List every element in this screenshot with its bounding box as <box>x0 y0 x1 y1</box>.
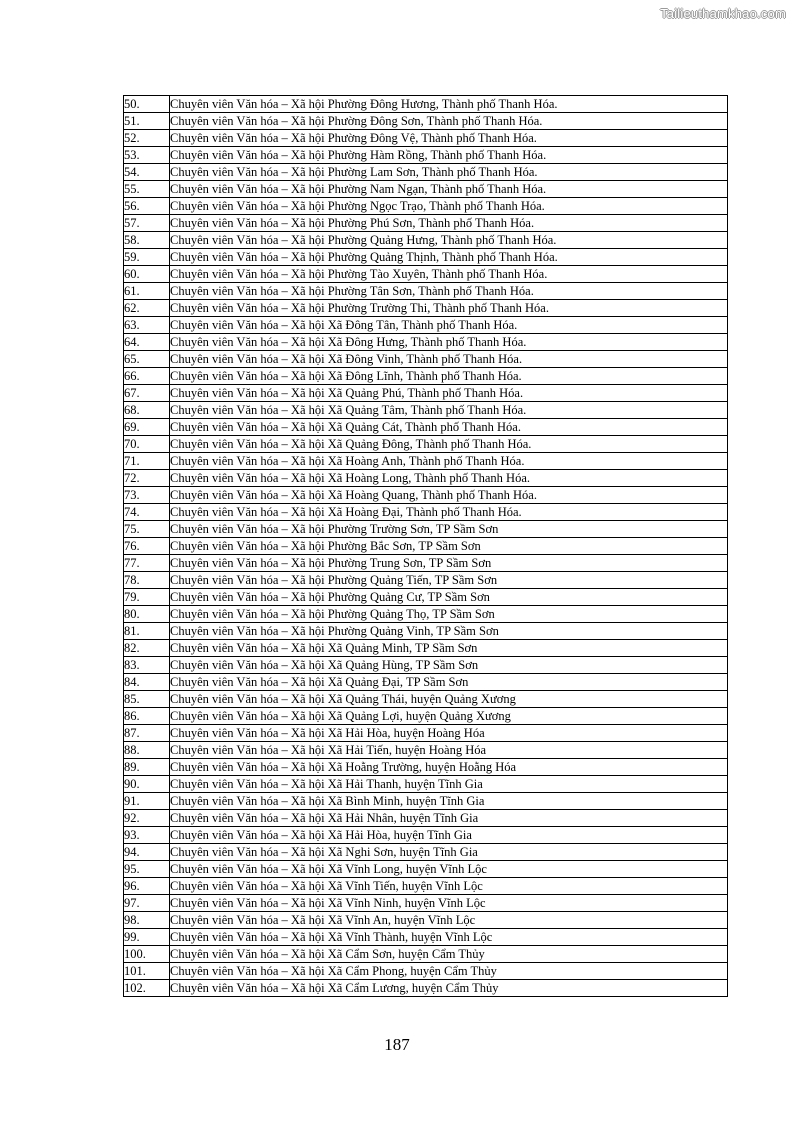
position-title: Chuyên viên Văn hóa – Xã hội Xã Hải Hòa, huyện Tĩnh Gia <box>170 827 728 844</box>
position-title: Chuyên viên Văn hóa – Xã hội Xã Cẩm Lương, huyện Cẩm Thủy <box>170 980 728 997</box>
position-title: Chuyên viên Văn hóa – Xã hội Phường Đông Hương, Thành phố Thanh Hóa. <box>170 96 728 113</box>
position-title: Chuyên viên Văn hóa – Xã hội Xã Hoằng Trường, huyện Hoằng Hóa <box>170 759 728 776</box>
table-row <box>124 793 728 810</box>
table-row <box>124 674 728 691</box>
position-title: Chuyên viên Văn hóa – Xã hội Xã Vĩnh An, huyện Vĩnh Lộc <box>170 912 728 929</box>
table-row <box>124 470 728 487</box>
position-title: Chuyên viên Văn hóa – Xã hội Xã Nghi Sơn, huyện Tĩnh Gia <box>170 844 728 861</box>
position-title: Chuyên viên Văn hóa – Xã hội Xã Bình Minh, huyện Tĩnh Gia <box>170 793 728 810</box>
table-row <box>124 317 728 334</box>
table-row <box>124 657 728 674</box>
row-number: 84. <box>124 674 170 691</box>
position-title: Chuyên viên Văn hóa – Xã hội Xã Hoàng Quang, Thành phố Thanh Hóa. <box>170 487 728 504</box>
watermark: Tailieuthamkhao.com <box>660 6 786 21</box>
table-row <box>124 283 728 300</box>
position-list-table <box>123 95 728 997</box>
position-title: Chuyên viên Văn hóa – Xã hội Phường Đông Vệ, Thành phố Thanh Hóa. <box>170 130 728 147</box>
table-row <box>124 946 728 963</box>
table-row <box>124 776 728 793</box>
table-row <box>124 844 728 861</box>
row-number: 77. <box>124 555 170 572</box>
row-number: 100. <box>124 946 170 963</box>
position-title: Chuyên viên Văn hóa – Xã hội Xã Vĩnh Tiến, huyện Vĩnh Lộc <box>170 878 728 895</box>
row-number: 59. <box>124 249 170 266</box>
row-number: 95. <box>124 861 170 878</box>
position-title: Chuyên viên Văn hóa – Xã hội Xã Đông Hưng, Thành phố Thanh Hóa. <box>170 334 728 351</box>
row-number: 89. <box>124 759 170 776</box>
row-number: 52. <box>124 130 170 147</box>
table-row <box>124 232 728 249</box>
table-row <box>124 164 728 181</box>
row-number: 55. <box>124 181 170 198</box>
position-title: Chuyên viên Văn hóa – Xã hội Xã Cẩm Sơn, huyện Cẩm Thủy <box>170 946 728 963</box>
position-title: Chuyên viên Văn hóa – Xã hội Phường Ngọc Trạo, Thành phố Thanh Hóa. <box>170 198 728 215</box>
row-number: 62. <box>124 300 170 317</box>
row-number: 87. <box>124 725 170 742</box>
table-row <box>124 963 728 980</box>
row-number: 80. <box>124 606 170 623</box>
position-title: Chuyên viên Văn hóa – Xã hội Xã Quảng Tâm, Thành phố Thanh Hóa. <box>170 402 728 419</box>
row-number: 74. <box>124 504 170 521</box>
table-row <box>124 538 728 555</box>
position-title: Chuyên viên Văn hóa – Xã hội Phường Quảng Thọ, TP Sầm Sơn <box>170 606 728 623</box>
row-number: 81. <box>124 623 170 640</box>
position-title: Chuyên viên Văn hóa – Xã hội Xã Đông Lĩnh, Thành phố Thanh Hóa. <box>170 368 728 385</box>
row-number: 82. <box>124 640 170 657</box>
row-number: 76. <box>124 538 170 555</box>
table-row <box>124 572 728 589</box>
table-row <box>124 980 728 997</box>
table-row <box>124 130 728 147</box>
table-row <box>124 385 728 402</box>
row-number: 96. <box>124 878 170 895</box>
row-number: 101. <box>124 963 170 980</box>
position-title: Chuyên viên Văn hóa – Xã hội Xã Quảng Cát, Thành phố Thanh Hóa. <box>170 419 728 436</box>
position-title: Chuyên viên Văn hóa – Xã hội Phường Trung Sơn, TP Sầm Sơn <box>170 555 728 572</box>
position-title: Chuyên viên Văn hóa – Xã hội Xã Quảng Thái, huyện Quảng Xương <box>170 691 728 708</box>
table-row <box>124 402 728 419</box>
row-number: 78. <box>124 572 170 589</box>
row-number: 90. <box>124 776 170 793</box>
table-row <box>124 725 728 742</box>
table-row <box>124 181 728 198</box>
row-number: 67. <box>124 385 170 402</box>
table-row <box>124 334 728 351</box>
table-row <box>124 436 728 453</box>
table-row <box>124 266 728 283</box>
row-number: 98. <box>124 912 170 929</box>
position-title: Chuyên viên Văn hóa – Xã hội Xã Hải Tiến, huyện Hoàng Hóa <box>170 742 728 759</box>
table-row <box>124 623 728 640</box>
table-row <box>124 368 728 385</box>
row-number: 92. <box>124 810 170 827</box>
position-title: Chuyên viên Văn hóa – Xã hội Xã Cẩm Phong, huyện Cẩm Thủy <box>170 963 728 980</box>
row-number: 75. <box>124 521 170 538</box>
position-title: Chuyên viên Văn hóa – Xã hội Xã Quảng Minh, TP Sầm Sơn <box>170 640 728 657</box>
position-title: Chuyên viên Văn hóa – Xã hội Phường Trường Sơn, TP Sầm Sơn <box>170 521 728 538</box>
position-title: Chuyên viên Văn hóa – Xã hội Phường Bắc Sơn, TP Sầm Sơn <box>170 538 728 555</box>
table-row <box>124 759 728 776</box>
position-title: Chuyên viên Văn hóa – Xã hội Phường Hàm Rồng, Thành phố Thanh Hóa. <box>170 147 728 164</box>
position-title: Chuyên viên Văn hóa – Xã hội Phường Quảng Hưng, Thành phố Thanh Hóa. <box>170 232 728 249</box>
row-number: 83. <box>124 657 170 674</box>
position-title: Chuyên viên Văn hóa – Xã hội Xã Đông Vinh, Thành phố Thanh Hóa. <box>170 351 728 368</box>
table-row <box>124 691 728 708</box>
position-title: Chuyên viên Văn hóa – Xã hội Xã Hoàng Đại, Thành phố Thanh Hóa. <box>170 504 728 521</box>
table-row <box>124 742 728 759</box>
page-number: 187 <box>384 1035 410 1054</box>
position-title: Chuyên viên Văn hóa – Xã hội Phường Quảng Tiến, TP Sầm Sơn <box>170 572 728 589</box>
table-row <box>124 708 728 725</box>
row-number: 51. <box>124 113 170 130</box>
row-number: 71. <box>124 453 170 470</box>
position-title: Chuyên viên Văn hóa – Xã hội Xã Hải Nhân, huyện Tĩnh Gia <box>170 810 728 827</box>
table-row <box>124 810 728 827</box>
table-row <box>124 606 728 623</box>
position-title: Chuyên viên Văn hóa – Xã hội Phường Quảng Thịnh, Thành phố Thanh Hóa. <box>170 249 728 266</box>
row-number: 56. <box>124 198 170 215</box>
row-number: 68. <box>124 402 170 419</box>
table-row <box>124 113 728 130</box>
position-title: Chuyên viên Văn hóa – Xã hội Phường Đông Sơn, Thành phố Thanh Hóa. <box>170 113 728 130</box>
row-number: 63. <box>124 317 170 334</box>
table-row <box>124 878 728 895</box>
table-row <box>124 861 728 878</box>
table-row <box>124 929 728 946</box>
row-number: 61. <box>124 283 170 300</box>
row-number: 70. <box>124 436 170 453</box>
table-row <box>124 249 728 266</box>
position-title: Chuyên viên Văn hóa – Xã hội Phường Nam Ngạn, Thành phố Thanh Hóa. <box>170 181 728 198</box>
position-title: Chuyên viên Văn hóa – Xã hội Phường Quảng Vinh, TP Sầm Sơn <box>170 623 728 640</box>
table-row <box>124 198 728 215</box>
table-row <box>124 504 728 521</box>
row-number: 97. <box>124 895 170 912</box>
row-number: 57. <box>124 215 170 232</box>
row-number: 91. <box>124 793 170 810</box>
row-number: 60. <box>124 266 170 283</box>
table-row <box>124 96 728 113</box>
row-number: 102. <box>124 980 170 997</box>
table-row <box>124 555 728 572</box>
table-row <box>124 487 728 504</box>
row-number: 66. <box>124 368 170 385</box>
row-number: 64. <box>124 334 170 351</box>
table-row <box>124 419 728 436</box>
position-title: Chuyên viên Văn hóa – Xã hội Xã Hải Thanh, huyện Tĩnh Gia <box>170 776 728 793</box>
table-row <box>124 300 728 317</box>
row-number: 86. <box>124 708 170 725</box>
position-title: Chuyên viên Văn hóa – Xã hội Xã Hoàng Long, Thành phố Thanh Hóa. <box>170 470 728 487</box>
table-row <box>124 351 728 368</box>
position-title: Chuyên viên Văn hóa – Xã hội Phường Tào Xuyên, Thành phố Thanh Hóa. <box>170 266 728 283</box>
table-row <box>124 589 728 606</box>
table-row <box>124 912 728 929</box>
row-number: 73. <box>124 487 170 504</box>
position-title: Chuyên viên Văn hóa – Xã hội Xã Đông Tân, Thành phố Thanh Hóa. <box>170 317 728 334</box>
table-row <box>124 827 728 844</box>
position-title: Chuyên viên Văn hóa – Xã hội Xã Quảng Đông, Thành phố Thanh Hóa. <box>170 436 728 453</box>
position-title: Chuyên viên Văn hóa – Xã hội Phường Tân Sơn, Thành phố Thanh Hóa. <box>170 283 728 300</box>
table-row <box>124 215 728 232</box>
table-row <box>124 521 728 538</box>
table-row <box>124 453 728 470</box>
position-title: Chuyên viên Văn hóa – Xã hội Xã Quảng Hùng, TP Sầm Sơn <box>170 657 728 674</box>
row-number: 53. <box>124 147 170 164</box>
row-number: 69. <box>124 419 170 436</box>
position-title: Chuyên viên Văn hóa – Xã hội Phường Lam Sơn, Thành phố Thanh Hóa. <box>170 164 728 181</box>
row-number: 88. <box>124 742 170 759</box>
position-title: Chuyên viên Văn hóa – Xã hội Phường Quảng Cư, TP Sầm Sơn <box>170 589 728 606</box>
row-number: 93. <box>124 827 170 844</box>
table-row <box>124 640 728 657</box>
position-title: Chuyên viên Văn hóa – Xã hội Xã Vĩnh Long, huyện Vĩnh Lộc <box>170 861 728 878</box>
row-number: 72. <box>124 470 170 487</box>
position-title: Chuyên viên Văn hóa – Xã hội Xã Vĩnh Thành, huyện Vĩnh Lộc <box>170 929 728 946</box>
table-row <box>124 895 728 912</box>
row-number: 85. <box>124 691 170 708</box>
position-title: Chuyên viên Văn hóa – Xã hội Phường Trường Thi, Thành phố Thanh Hóa. <box>170 300 728 317</box>
position-title: Chuyên viên Văn hóa – Xã hội Xã Quảng Đại, TP Sầm Sơn <box>170 674 728 691</box>
row-number: 58. <box>124 232 170 249</box>
row-number: 50. <box>124 96 170 113</box>
row-number: 99. <box>124 929 170 946</box>
row-number: 54. <box>124 164 170 181</box>
position-title: Chuyên viên Văn hóa – Xã hội Xã Quảng Lợi, huyện Quảng Xương <box>170 708 728 725</box>
position-title: Chuyên viên Văn hóa – Xã hội Xã Hải Hòa, huyện Hoàng Hóa <box>170 725 728 742</box>
row-number: 65. <box>124 351 170 368</box>
table-row <box>124 147 728 164</box>
position-title: Chuyên viên Văn hóa – Xã hội Xã Vĩnh Ninh, huyện Vĩnh Lộc <box>170 895 728 912</box>
row-number: 94. <box>124 844 170 861</box>
position-title: Chuyên viên Văn hóa – Xã hội Phường Phú Sơn, Thành phố Thanh Hóa. <box>170 215 728 232</box>
table-body <box>124 96 728 997</box>
position-title: Chuyên viên Văn hóa – Xã hội Xã Hoàng Anh, Thành phố Thanh Hóa. <box>170 453 728 470</box>
position-title: Chuyên viên Văn hóa – Xã hội Xã Quảng Phú, Thành phố Thanh Hóa. <box>170 385 728 402</box>
row-number: 79. <box>124 589 170 606</box>
